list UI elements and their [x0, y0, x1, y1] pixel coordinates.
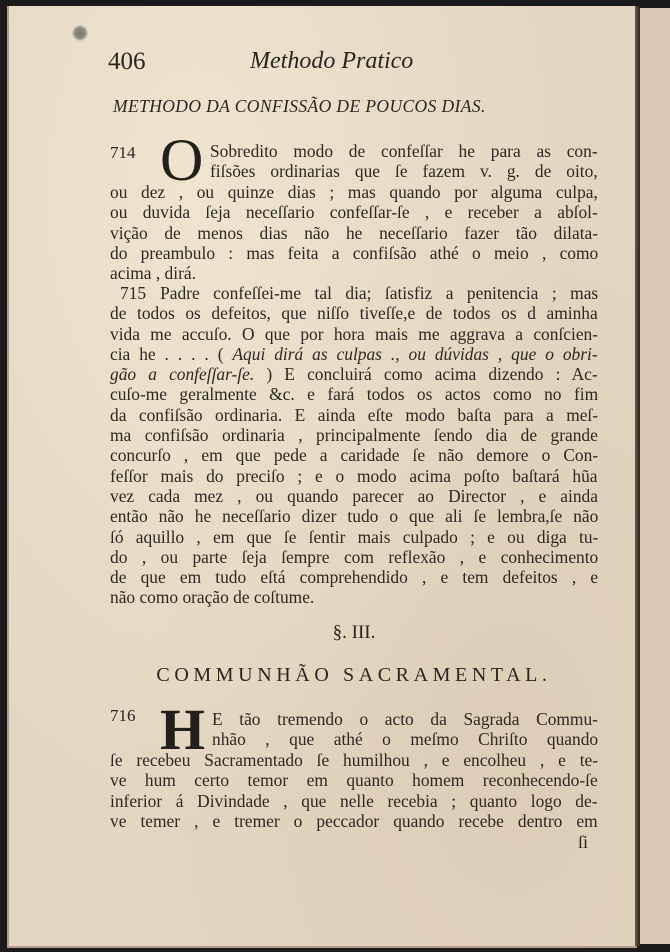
text-line: fiſsões ordinarias que ſe fazem v. g. de oito,: [210, 161, 598, 182]
page-number: 406: [108, 48, 146, 75]
text-line: ve temer , e tremer o peccador quando recebe dentro em: [110, 810, 598, 831]
text-line: ou duvida ſeja neceſſario confeſſar-ſe , e receber a abſol-: [110, 202, 598, 223]
text-line: ſe recebeu Sacramentado ſe humilhou , e encolheu , e te-: [110, 750, 599, 770]
text-line: do preambulo : mas feita a confiſsão athé o meio , como: [110, 242, 599, 263]
text-line: gão a confeſſar-ſe. ) E concluirá como acima dizendo : Ac-: [110, 364, 598, 385]
section-number: §. III.: [332, 622, 376, 643]
ink-stain: [72, 25, 88, 41]
paragraph-number: 714: [110, 143, 136, 162]
text-line: acima , dirá.: [110, 263, 196, 284]
paragraph-number: 715: [120, 283, 147, 303]
text-line: de todos os defeitos, que niſſo tiveſſe,e de todos os d aminha: [110, 303, 598, 324]
catchword: ſi: [578, 832, 589, 852]
text-line: feſſor mais do preciſo ; e o modo acima poſto baſtará hũa: [110, 465, 598, 486]
drop-cap: O: [160, 127, 204, 193]
text-line: vida me accuſo. O que por hora mais me aggrava a conſcien-: [110, 323, 599, 344]
text-line: Sobredito modo de confeſſar he para as con-: [210, 141, 598, 161]
text-line: E tão tremendo o acto da Sagrada Commu-: [212, 709, 598, 729]
text-line: ma confiſsão ordinaria , principalmente ſendo dia de grande: [110, 425, 598, 446]
paragraph-715: [110, 283, 598, 608]
text-line: da confiſsão ordinaria. E ainda eſte modo baſta para a meſ-: [110, 404, 599, 425]
text-line: de que em tudo eſtá comprehendido , e tem defeitos , e: [110, 567, 599, 588]
text-line: vição de menos dias não he neceſſario fazer tão dilata-: [110, 222, 599, 243]
text-line: não como oração de coſtume.: [110, 587, 315, 608]
text-line: concurſo , em que pede a caridade ſe não demore o Con-: [110, 445, 599, 466]
text-line: ve hum certo temor em quanto homem reconhecendo-ſe: [110, 770, 598, 791]
section-heading: COMMUNHÃO SACRAMENTAL.: [156, 664, 552, 686]
section-title: METHODO DA CONFISSÃO DE POUCOS DIAS.: [113, 96, 486, 116]
text-line: ſó aquillo , em que ſe ſentir mais culpado ; e ou diga tu-: [110, 526, 599, 547]
running-title: Methodo Pratico: [250, 48, 414, 74]
text-line: inferior á Divindade , que nelle recebia ; quanto logo de-: [110, 790, 598, 811]
text-line: então não he neceſſario dizer tudo o que ali ſe lembra,ſe não: [110, 506, 599, 527]
paragraph-number: 716: [110, 706, 136, 725]
drop-cap: H: [160, 697, 206, 762]
text-line: nhão , que athé o meſmo Chriſto quando: [212, 729, 599, 750]
facing-page-edge: [640, 8, 670, 944]
text-line: ou dez , ou quinze dias ; mas quando por alguma culpa,: [110, 182, 598, 202]
text-line: 715 Padre confeſſei-me tal dia; ſatisfiz a penitencia ; mas: [120, 283, 599, 303]
text-line: cia he . . . . ( Aqui dirá as culpas ., ou dúvidas , que o obri-: [110, 343, 598, 364]
text-line: cuſo-me geralmente &c. e fará todos os actos como no fim: [110, 384, 599, 405]
text-line: vez cada mez , ou quando parecer ao Director , e ainda: [110, 485, 598, 506]
text-line: do , ou parte ſeja ſempre com reflexão , e conhecimento: [110, 546, 599, 567]
